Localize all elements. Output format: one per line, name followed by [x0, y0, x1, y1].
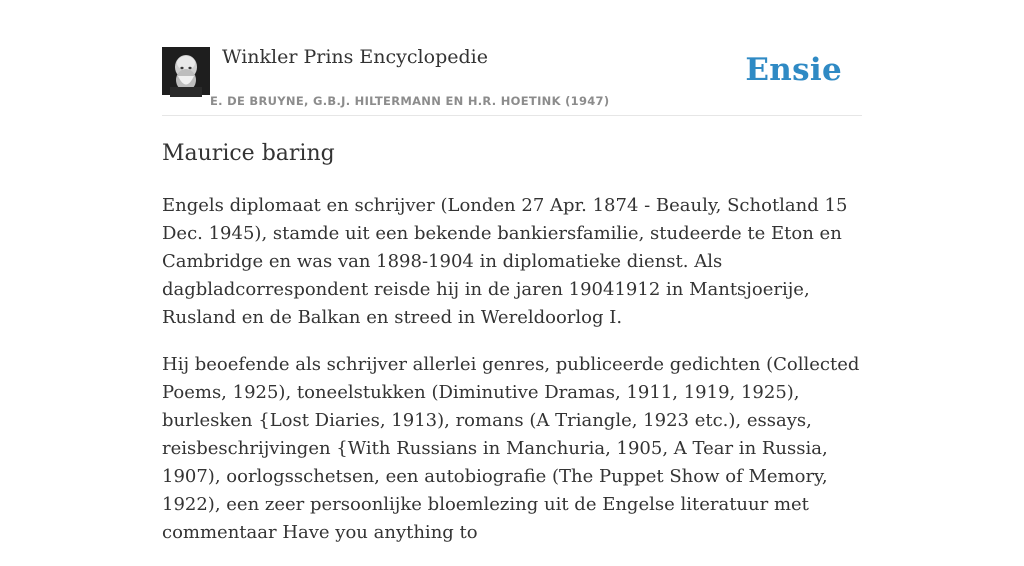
- ensie-logo[interactable]: Ensie: [745, 52, 842, 88]
- author-avatar[interactable]: [162, 47, 210, 95]
- article-title: Maurice baring: [162, 141, 335, 166]
- source-authors: E. DE BRUYNE, G.B.J. HILTERMANN EN H.R. HOETINK (1947): [210, 94, 610, 108]
- article-paragraph: Engels diplomaat en schrijver (Londen 27 Apr. 1874 - Beauly, Schotland 15 Dec. 1945), stamde uit een bekende bankiersfamilie, studeerde te Eton en Cambridge en was van 1898-1904 in diplomatieke dienst. Als dagbladcorrespondent reisde hij in de jaren 19041912 in Mantsjoerije, Rusland en de Balkan en streed in Wereldoorlog I.: [162, 195, 848, 328]
- source-title[interactable]: Winkler Prins Encyclopedie: [222, 46, 488, 68]
- portrait-image: [162, 47, 210, 95]
- article-paragraph: Hij beoefende als schrijver allerlei genres, publiceerde gedichten (Collected Poems, 1925), toneelstukken (Diminutive Dramas, 1911, 1919, 1925), burlesken {Lost Diaries, 1913), romans (A Triangle, 1923 etc.), essays, reisbeschrijvingen {With Russians in Manchuria, 1905, A Tear in Russia, 1907), oorlogsschetsen, een autobiografie (The Puppet Show of Memory, 1922), een zeer persoonlijke bloemlezing uit de Engelse literatuur met commentaar Have you anything to: [162, 354, 860, 543]
- source-header: [162, 46, 862, 116]
- article-body: [162, 192, 864, 566]
